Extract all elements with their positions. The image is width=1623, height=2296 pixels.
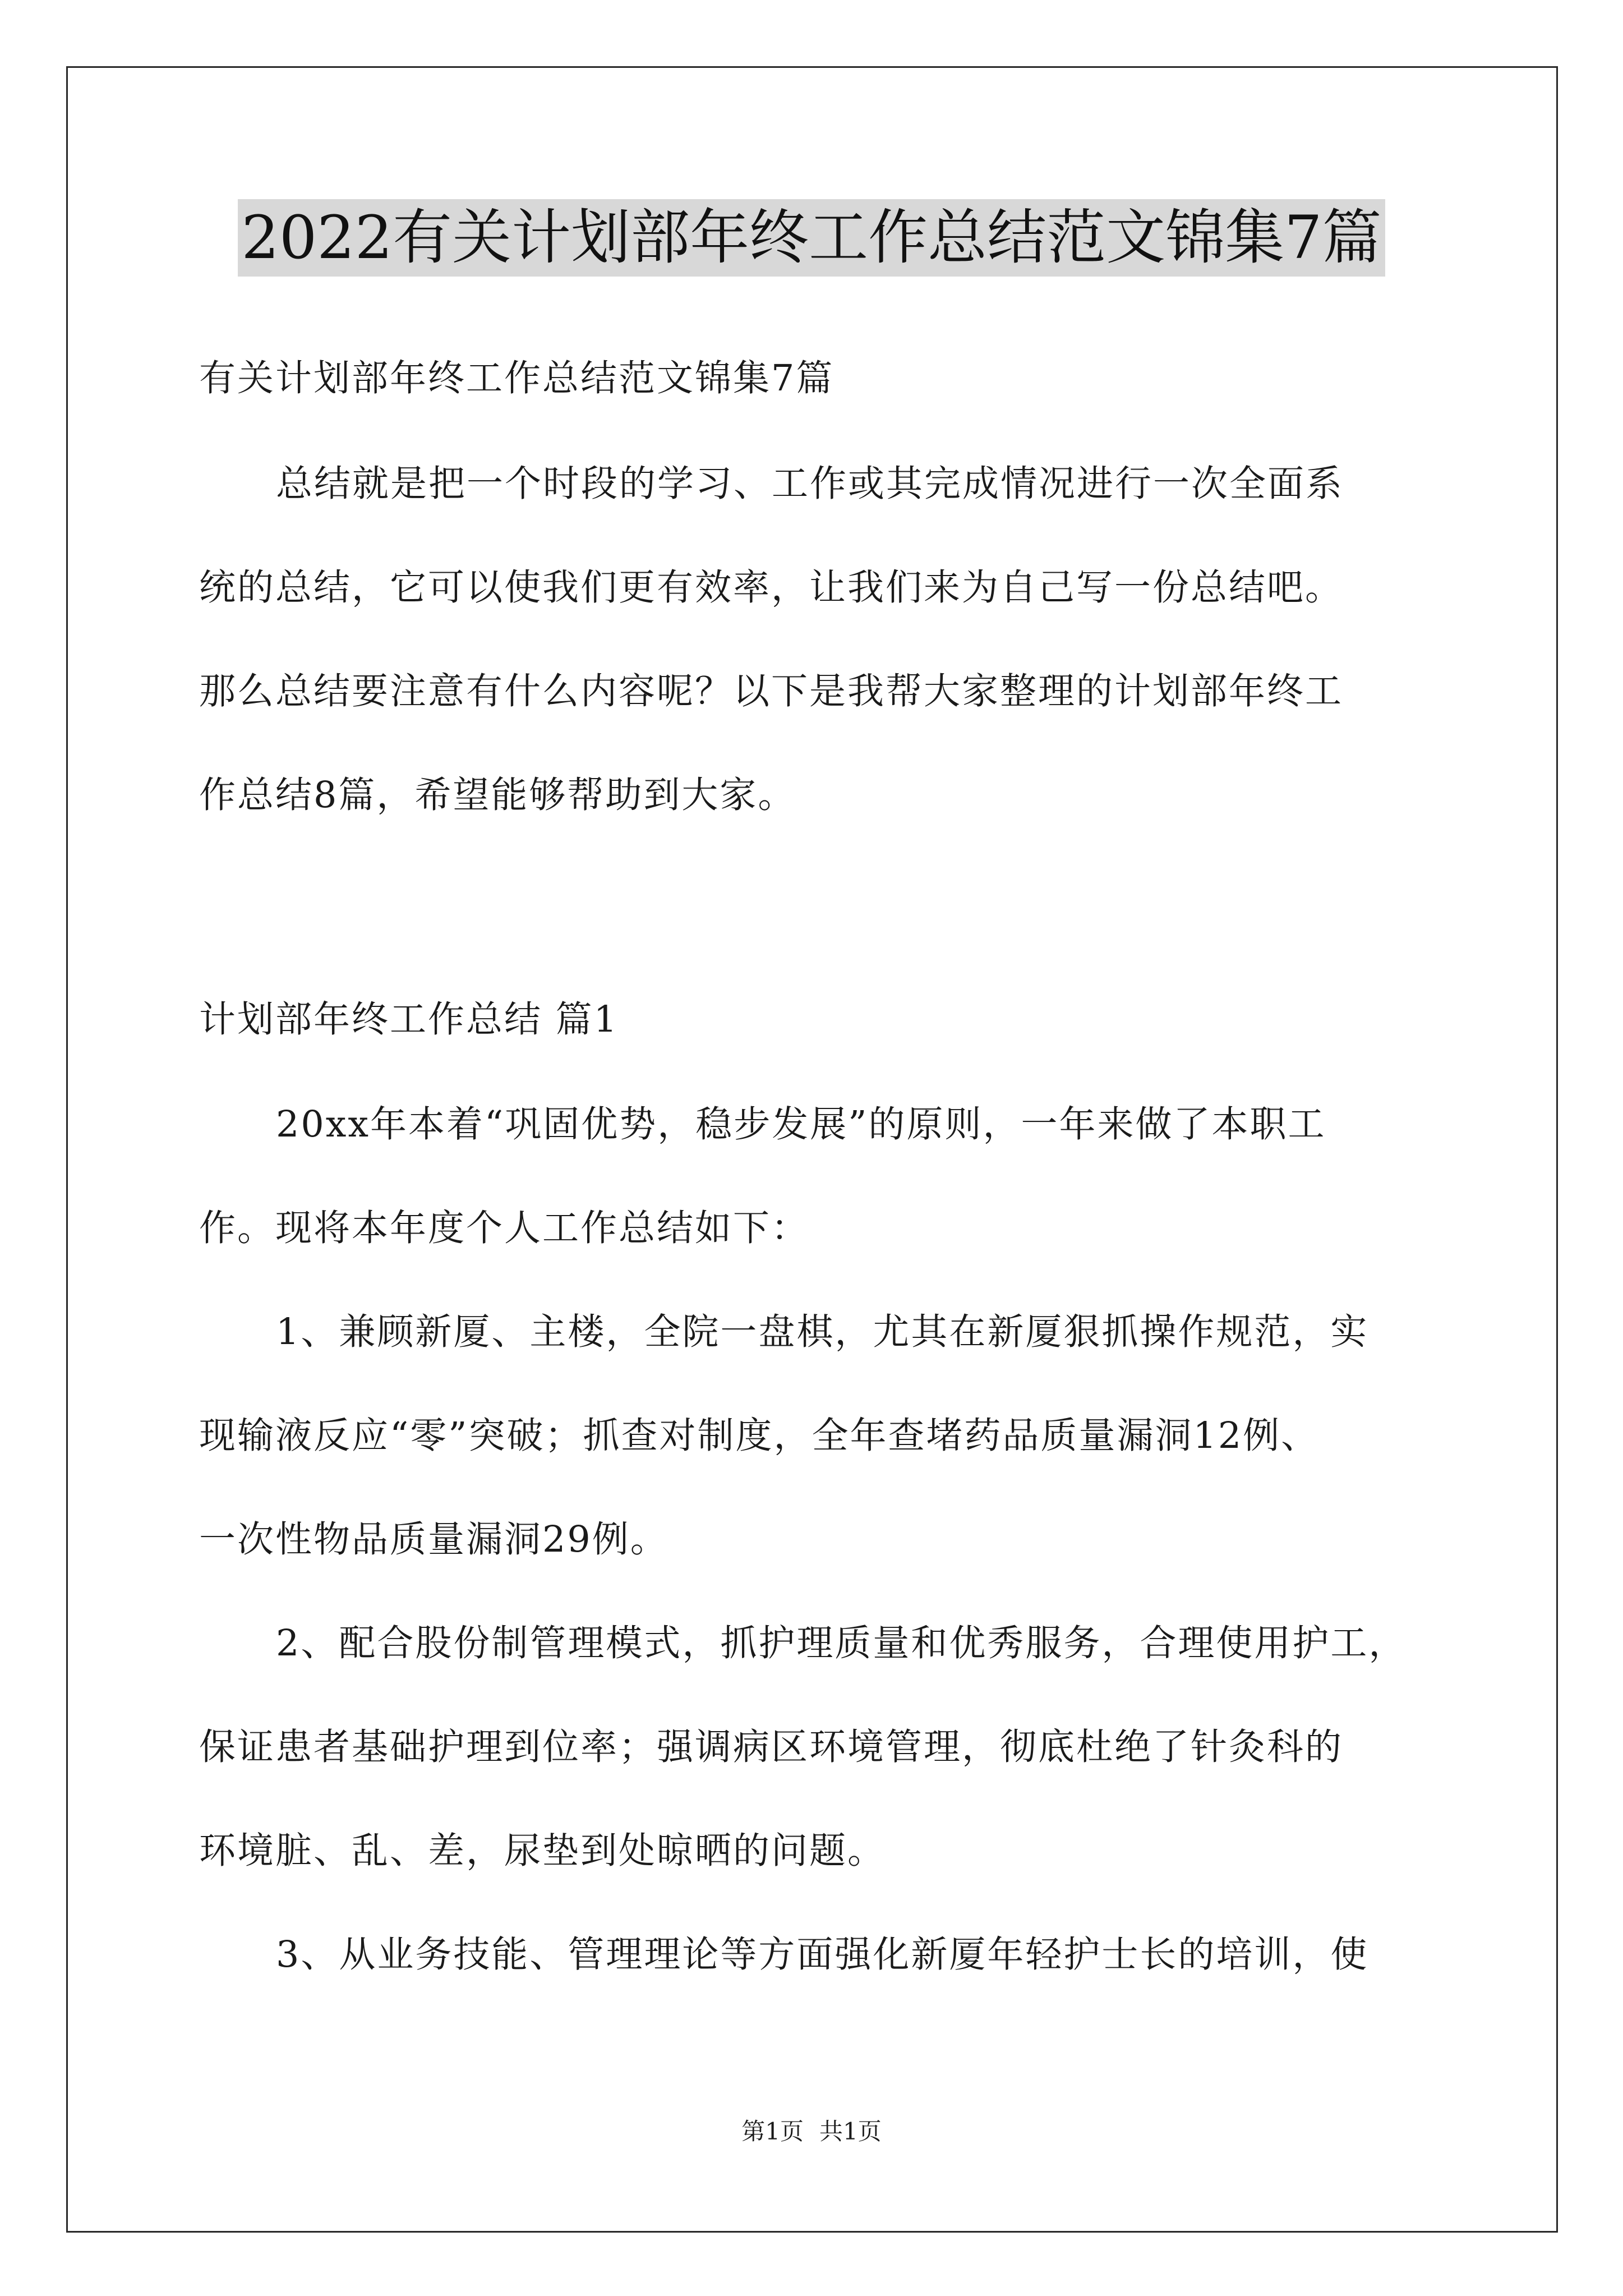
paragraph-line: 作总结8篇，希望能够帮助到大家。 [199,774,796,816]
paragraph-line: 保证患者基础护理到位率；强调病区环境管理，彻底杜绝了针灸科的 [199,1726,1344,1768]
page-total: 共1页 [819,2118,882,2145]
paragraph-line: 作。现将本年度个人工作总结如下： [199,1207,810,1249]
section-heading: 计划部年终工作总结 篇1 [199,999,619,1041]
paragraph-line: 一次性物品质量漏洞29例。 [199,1519,668,1561]
paragraph-line: 2、配合股份制管理模式，抓护理质量和优秀服务，合理使用护工， [276,1622,1407,1664]
paragraph-line: 20xx年本着“巩固优势，稳步发展”的原则，一年来做了本职工 [276,1103,1326,1145]
subtitle-line: 有关计划部年终工作总结范文锦集7篇 [199,357,834,399]
paragraph-line: 1、兼顾新厦、主楼，全院一盘棋，尤其在新厦狠抓操作规范，实 [276,1311,1369,1353]
document-title-text: 2022有关计划部年终工作总结范文锦集7篇 [238,199,1385,277]
page-number: 第1页 [741,2118,804,2145]
paragraph-line: 现输液反应“零”突破；抓查对制度，全年查堵药品质量漏洞12例、 [199,1415,1320,1457]
paragraph-line: 统的总结，它可以使我们更有效率，让我们来为自己写一份总结吧。 [199,567,1344,609]
page-footer [0,2115,1623,2148]
paragraph-line: 那么总结要注意有什么内容呢？以下是我帮大家整理的计划部年终工 [199,670,1344,712]
paragraph-line: 3、从业务技能、管理理论等方面强化新厦年轻护士长的培训，使 [276,1934,1369,1976]
document-title [0,199,1623,277]
paragraph-line: 环境脏、乱、差，尿垫到处晾晒的问题。 [199,1830,886,1872]
paragraph-line: 总结就是把一个时段的学习、工作或其完成情况进行一次全面系 [276,463,1344,505]
